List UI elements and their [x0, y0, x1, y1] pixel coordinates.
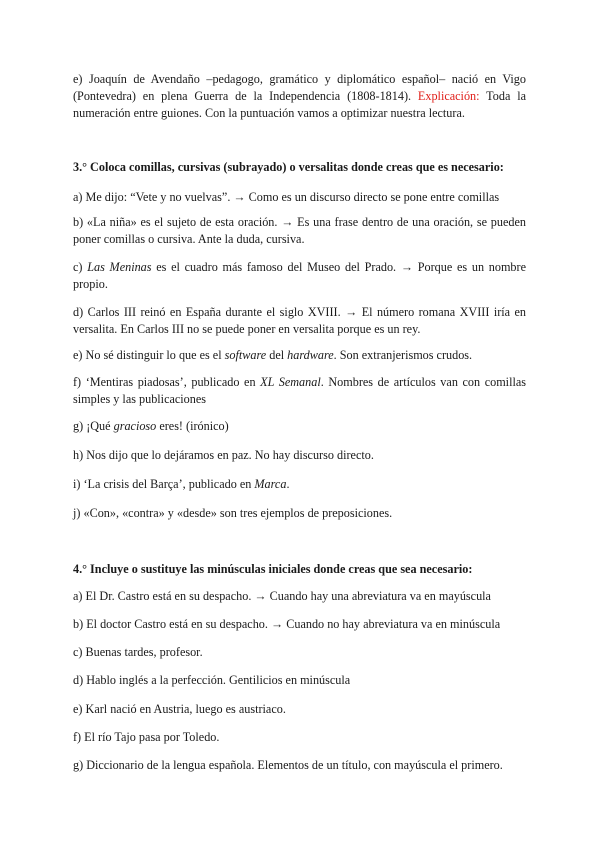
ex3-item-e: e) No sé distinguir lo que es el software del hardware. Son extranjerismos crudos. [73, 348, 473, 362]
ex4-item-f: f) El río Tajo pasa por Toledo. [73, 730, 220, 744]
italic-text: Marca [254, 477, 287, 491]
item-e-avendano [73, 71, 526, 122]
italic-text: XL Semanal [260, 375, 321, 389]
ex3-item-h: h) Nos dijo que lo dejáramos en paz. No hay discurso directo. [73, 448, 374, 462]
ex3-item-i: i) ‘La crisis del Barça’, publicado en Marca. [73, 477, 290, 491]
ex3-item-d: d) Carlos III reinó en España durante el siglo XVIII. → El número romana XVIII iría en versalita. En Carlos III no se puede poner en versalita porque es un rey. [73, 305, 526, 336]
ex4-item-a: a) El Dr. Castro está en su despacho. → Cuando hay una abreviatura va en mayúscula [73, 589, 491, 603]
ex3-item-j: j) «Con», «contra» y «desde» son tres ejemplos de preposiciones. [73, 506, 393, 520]
ex3-item-a: a) Me dijo: “Vete y no vuelvas”. → Como es un discurso directo se pone entre comillas [73, 190, 500, 204]
exercise3-title: 3.° Coloca comillas, cursivas (subrayado) o versalitas donde creas que es necesario: [73, 160, 504, 174]
italic-text: hardware [287, 348, 334, 362]
ex3-item-f: f) ‘Mentiras piadosas’, publicado en XL Semanal. Nombres de artículos van con comillas simples y las publicaciones [73, 375, 526, 406]
ex4-item-b: b) El doctor Castro está en su despacho. → Cuando no hay abreviatura va en minúscula [73, 617, 501, 631]
ex4-item-g: g) Diccionario de la lengua española. Elementos de un título, con mayúscula el primero. [73, 758, 503, 772]
ex3-item-c: c) Las Meninas es el cuadro más famoso del Museo del Prado. → Porque es un nombre propio. [73, 260, 526, 291]
item-text: e) Joaquín de Avendaño –pedagogo, gramático y diplomático español– nació en Vigo (Pontevedra) en plena Guerra de la Independencia (1808-1814). [73, 72, 526, 103]
explicacion-text: Toda la numeración entre guiones. Con la puntuación vamos a optimizar nuestra lectura. [73, 89, 527, 120]
exercise4-title: 4.° Incluye o sustituye las minúsculas iniciales donde creas que sea necesario: [73, 562, 473, 576]
ex3-item-g: g) ¡Qué gracioso eres! (irónico) [73, 419, 229, 433]
ex4-item-c: c) Buenas tardes, profesor. [73, 645, 203, 659]
explicacion-label: Explicación: [417, 89, 480, 103]
italic-text: gracioso [113, 419, 157, 433]
ex4-item-e: e) Karl nació en Austria, luego es austriaco. [73, 702, 286, 716]
ex4-item-d: d) Hablo inglés a la perfección. Gentilicios en minúscula [73, 673, 351, 687]
italic-text: Las Meninas [87, 260, 152, 274]
italic-text: software [224, 348, 267, 362]
ex3-item-b: b) «La niña» es el sujeto de esta oración. → Es una frase dentro de una oración, se pueden poner comillas o cursiva. Ante la duda, cursiva. [73, 215, 526, 246]
